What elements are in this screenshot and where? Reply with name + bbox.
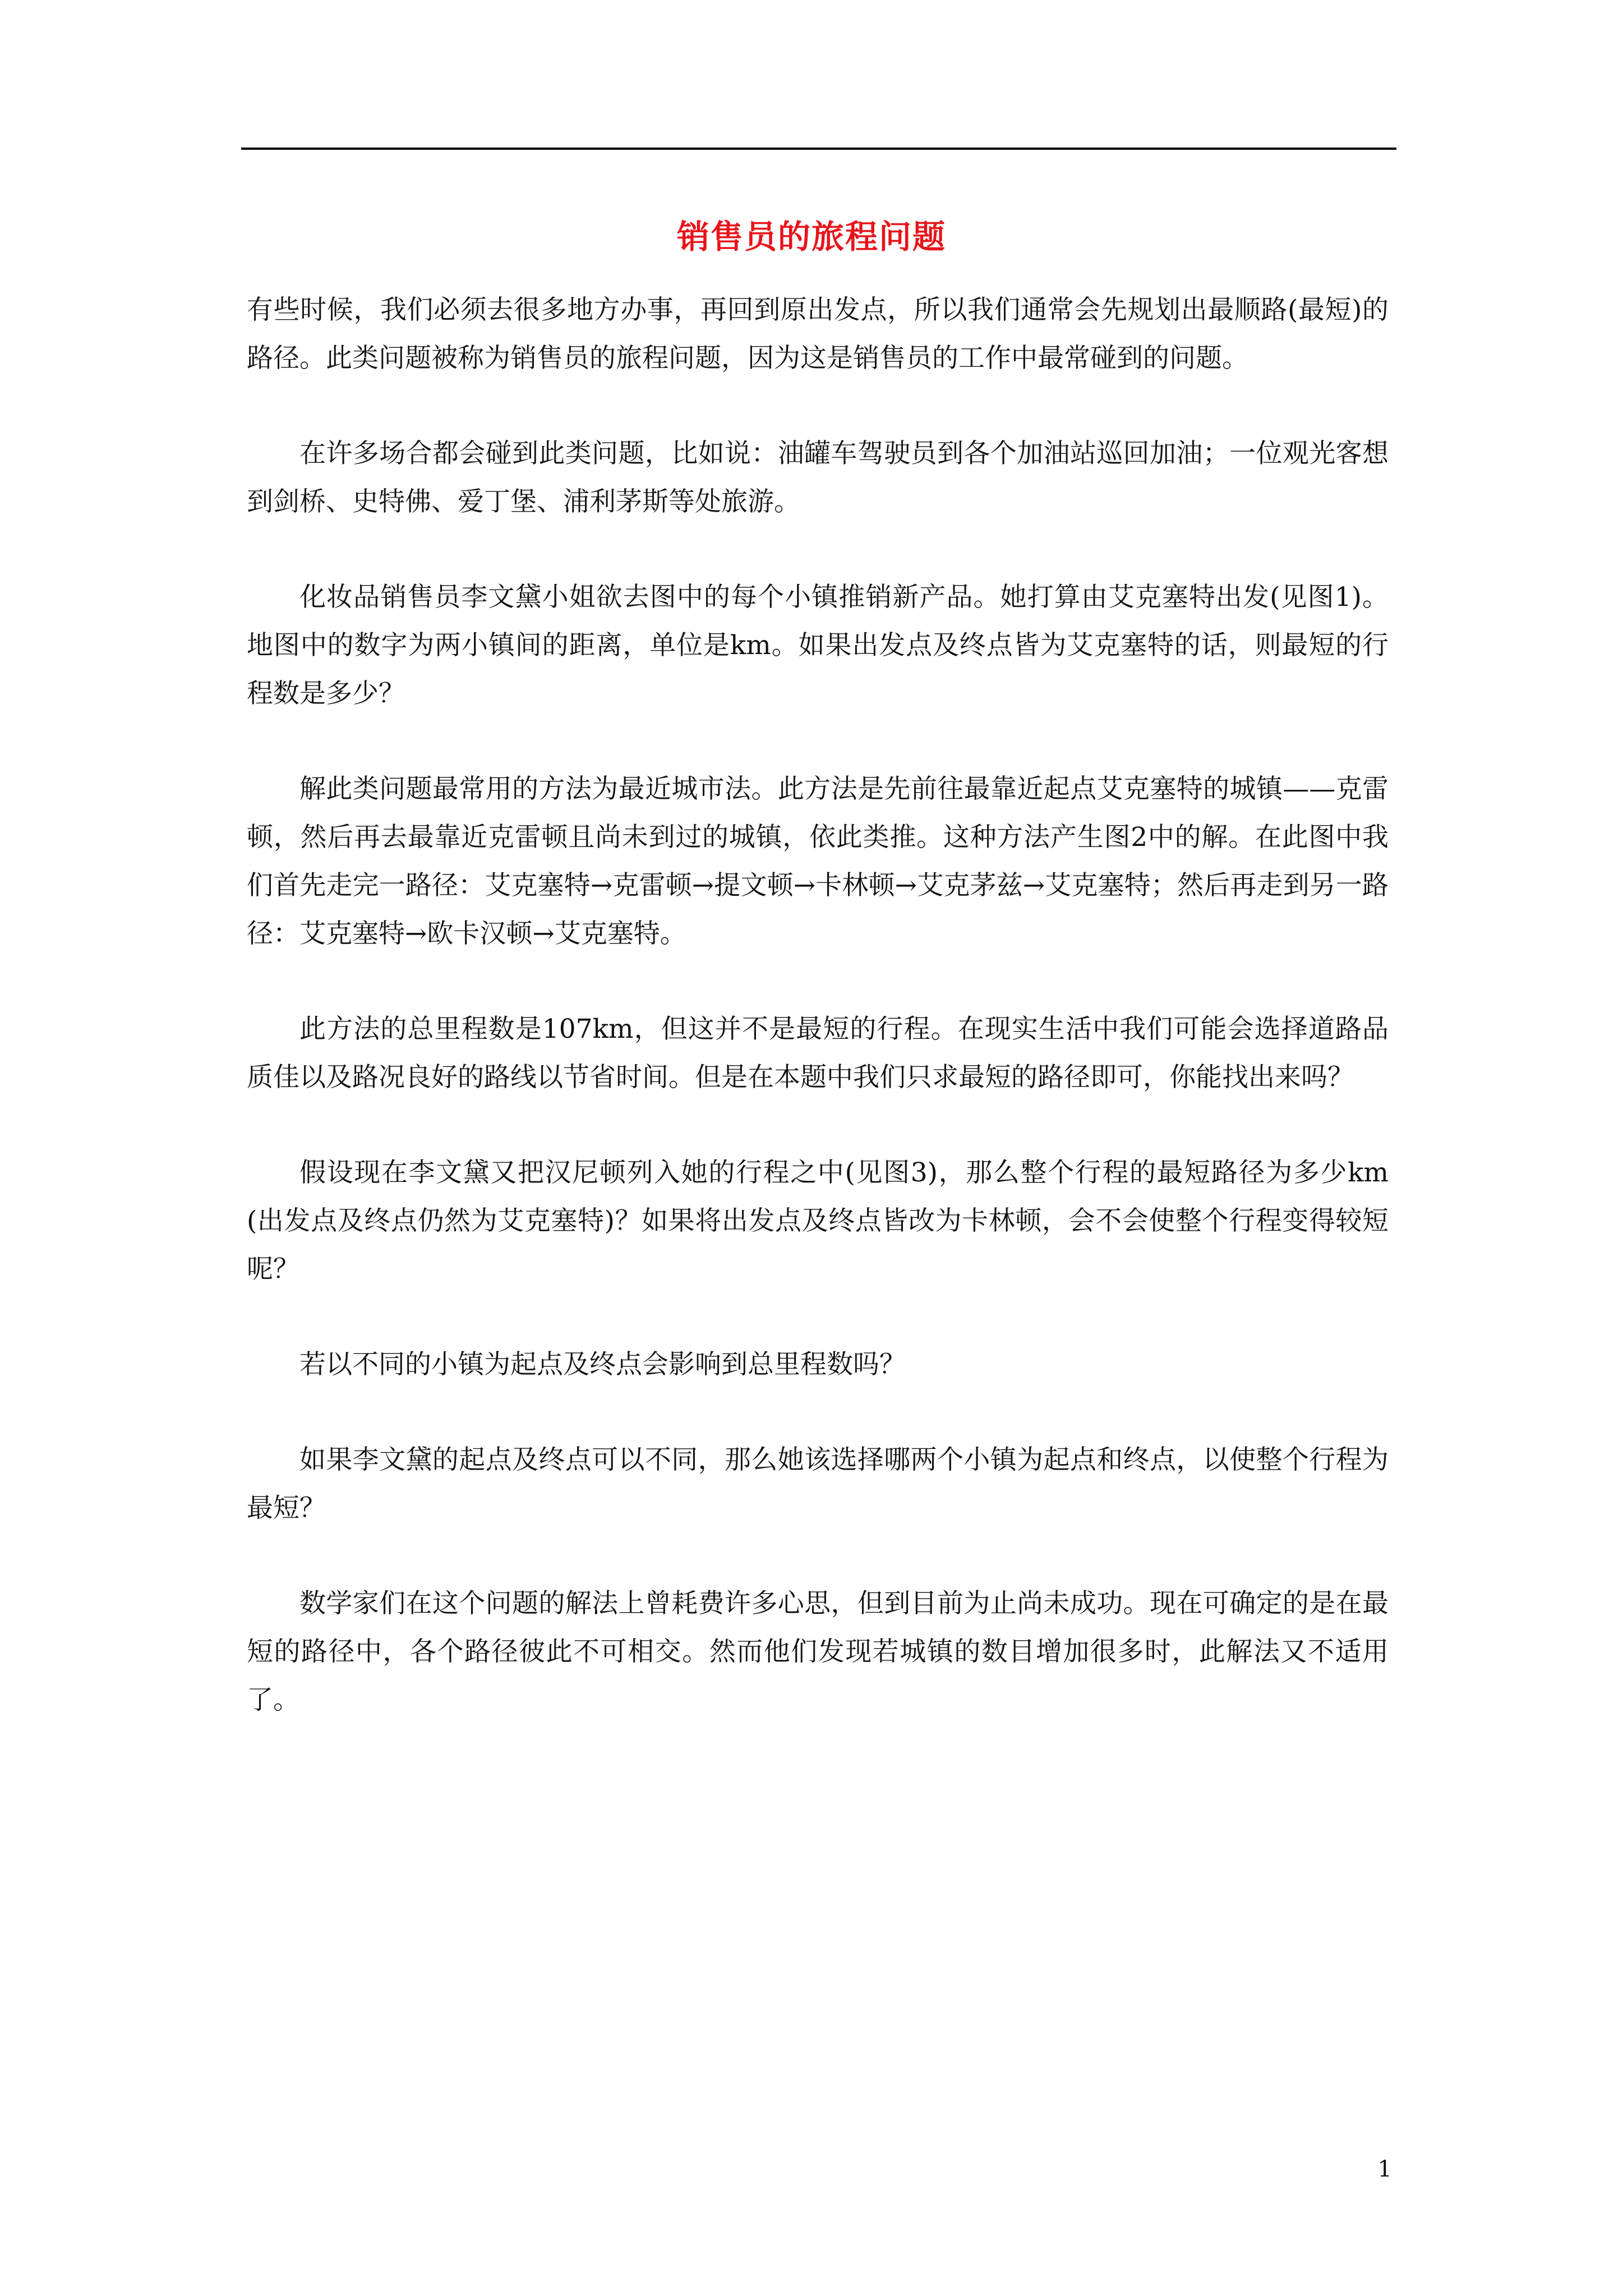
paragraph-5: 此方法的总里程数是107km，但这并不是最短的行程。在现实生活中我们可能会选择道路品质佳以及路况良好的路线以节省时间。但是在本题中我们只求最短的路径即可，你能找出来吗？ <box>247 1014 1389 1093</box>
page-number: 1 <box>1377 2156 1392 2182</box>
paragraph-3: 化妆品销售员李文黛小姐欲去图中的每个小镇推销新产品。她打算由艾克塞特出发(见图1)。地图中的数字为两小镇间的距离，单位是km。如果出发点及终点皆为艾克塞特的话，则最短的行程数是多少？ <box>247 582 1389 709</box>
paragraph-8: 如果李文黛的起点及终点可以不同，那么她该选择哪两个小镇为起点和终点，以使整个行程为最短？ <box>247 1444 1389 1524</box>
paragraph-2: 在许多场合都会碰到此类问题，比如说：油罐车驾驶员到各个加油站巡回加油；一位观光客想到剑桥、史特佛、爱丁堡、浦利茅斯等处旅游。 <box>247 438 1389 517</box>
paragraph-1: 有些时候，我们必须去很多地方办事，再回到原出发点，所以我们通常会先规划出最顺路(最短)的路径。此类问题被称为销售员的旅程问题，因为这是销售员的工作中最常碰到的问题。 <box>247 295 1389 374</box>
document-title: 销售员的旅程问题 <box>676 218 946 256</box>
paragraph-4: 解此类问题最常用的方法为最近城市法。此方法是先前往最靠近起点艾克塞特的城镇——克雷顿，然后再去最靠近克雷顿且尚未到过的城镇，依此类推。这种方法产生图2中的解。在此图中我们首先走完一路径：艾克塞特→克雷顿→提文顿→卡林顿→艾克茅兹→艾克塞特；然后再走到另一路径：艾克塞特→欧卡汉顿→艾克塞特。 <box>247 774 1389 949</box>
header-rule <box>241 148 1396 150</box>
paragraph-7: 若以不同的小镇为起点及终点会影响到总里程数吗？ <box>299 1349 906 1380</box>
paragraph-9: 数学家们在这个问题的解法上曾耗费许多心思，但到目前为止尚未成功。现在可确定的是在最短的路径中，各个路径彼此不可相交。然而他们发现若城镇的数目增加很多时，此解法又不适用了。 <box>247 1588 1389 1715</box>
paragraph-6: 假设现在李文黛又把汉尼顿列入她的行程之中(见图3)，那么整个行程的最短路径为多少km(出发点及终点仍然为艾克塞特)？如果将出发点及终点皆改为卡林顿，会不会使整个行程变得较短呢？ <box>247 1157 1389 1285</box>
document-body <box>247 286 1389 1772</box>
